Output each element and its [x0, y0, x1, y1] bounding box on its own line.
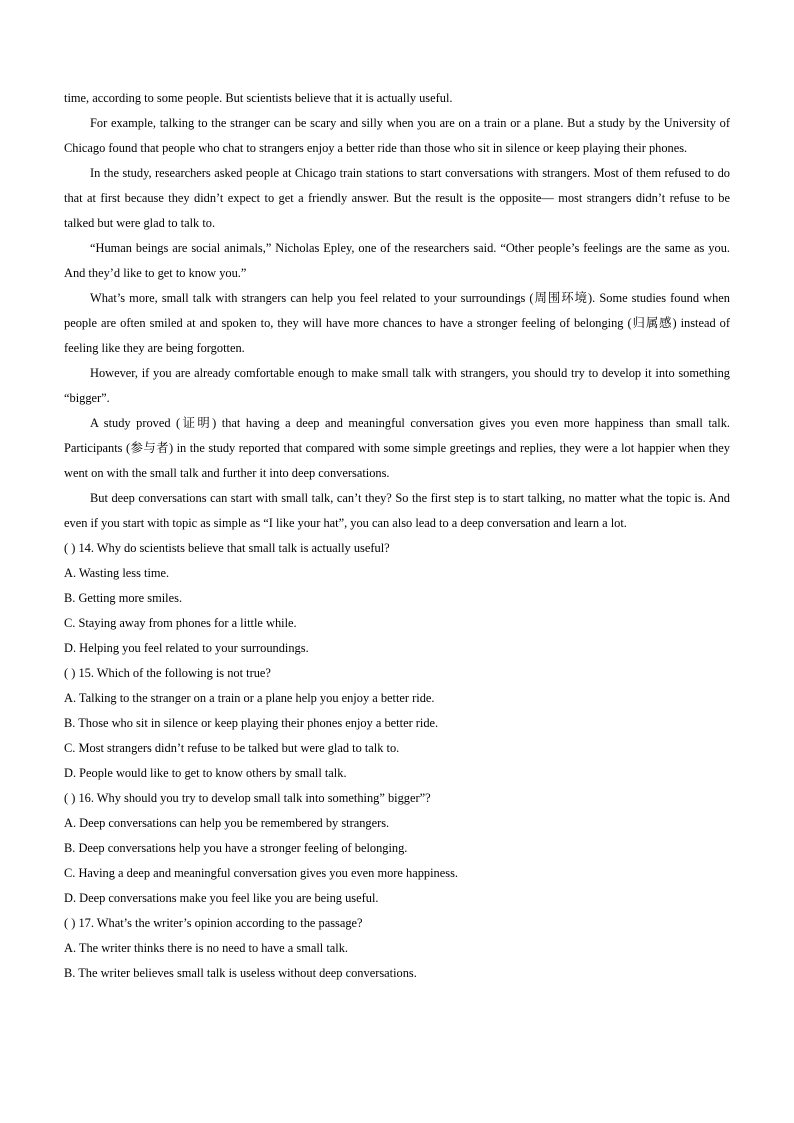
passage-paragraph: However, if you are already comfortable enough to make small talk with strangers, you should try to develop it into something “bigger”.	[64, 366, 730, 405]
answer-option: A. Wasting less time.	[64, 566, 170, 580]
passage-paragraph: What’s more, small talk with strangers can help you feel related to your surroundings (周围环境). Some studies found when people are often smiled at and spoken to, they will have more chances to have a stronger feeling of belonging (归属感) instead of feeling like they are being forgotten.	[64, 291, 730, 355]
answer-option: B. Deep conversations help you have a stronger feeling of belonging.	[64, 841, 408, 855]
passage-paragraph: In the study, researchers asked people at Chicago train stations to start conversations with strangers. Most of them refused to do that at first because they didn’t expect to get a friendly answer. But the result is the opposite— most strangers didn’t refuse to be talked but were glad to talk to.	[64, 166, 730, 230]
answer-option: A. Talking to the stranger on a train or a plane help you enjoy a better ride.	[64, 691, 435, 705]
question-prompt: ( ) 15. Which of the following is not true?	[64, 666, 271, 680]
passage-paragraph: “Human beings are social animals,” Nicholas Epley, one of the researchers said. “Other people’s feelings are the same as you. And they’d like to get to know you.”	[64, 241, 730, 280]
answer-option: D. Deep conversations make you feel like you are being useful.	[64, 891, 379, 905]
reading-passage	[64, 86, 730, 536]
question-17	[64, 911, 730, 986]
question-list	[64, 536, 730, 986]
answer-option: A. Deep conversations can help you be remembered by strangers.	[64, 816, 390, 830]
answer-option: C. Most strangers didn’t refuse to be talked but were glad to talk to.	[64, 741, 400, 755]
answer-option: B. Getting more smiles.	[64, 591, 183, 605]
question-14	[64, 536, 730, 661]
passage-paragraph: But deep conversations can start with small talk, can’t they? So the first step is to start talking, no matter what the topic is. And even if you start with topic as simple as “I like your hat”, you can also lead to a deep conversation and learn a lot.	[64, 491, 730, 530]
passage-paragraph: A study proved (证明) that having a deep and meaningful conversation gives you even more happiness than small talk. Participants (参与者) in the study reported that compared with some simple greetings and replies, they were a lot happier when they went on with the small talk and further it into deep conversations.	[64, 416, 730, 480]
answer-option: C. Having a deep and meaningful conversation gives you even more happiness.	[64, 866, 458, 880]
question-prompt: ( ) 17. What’s the writer’s opinion according to the passage?	[64, 916, 363, 930]
answer-option: D. Helping you feel related to your surroundings.	[64, 641, 309, 655]
answer-option: D. People would like to get to know others by small talk.	[64, 766, 347, 780]
answer-option: A. The writer thinks there is no need to have a small talk.	[64, 941, 348, 955]
passage-paragraph: time, according to some people. But scientists believe that it is actually useful.	[64, 91, 453, 105]
answer-option: B. Those who sit in silence or keep playing their phones enjoy a better ride.	[64, 716, 439, 730]
question-16	[64, 786, 730, 911]
answer-option: C. Staying away from phones for a little while.	[64, 616, 297, 630]
passage-paragraph: For example, talking to the stranger can be scary and silly when you are on a train or a plane. But a study by the University of Chicago found that people who chat to strangers enjoy a better ride than those who sit in silence or keep playing their phones.	[64, 116, 730, 155]
answer-option: B. The writer believes small talk is useless without deep conversations.	[64, 966, 417, 980]
question-prompt: ( ) 16. Why should you try to develop small talk into something” bigger”?	[64, 791, 431, 805]
question-prompt: ( ) 14. Why do scientists believe that small talk is actually useful?	[64, 541, 390, 555]
question-15	[64, 661, 730, 786]
document-page	[64, 86, 730, 986]
